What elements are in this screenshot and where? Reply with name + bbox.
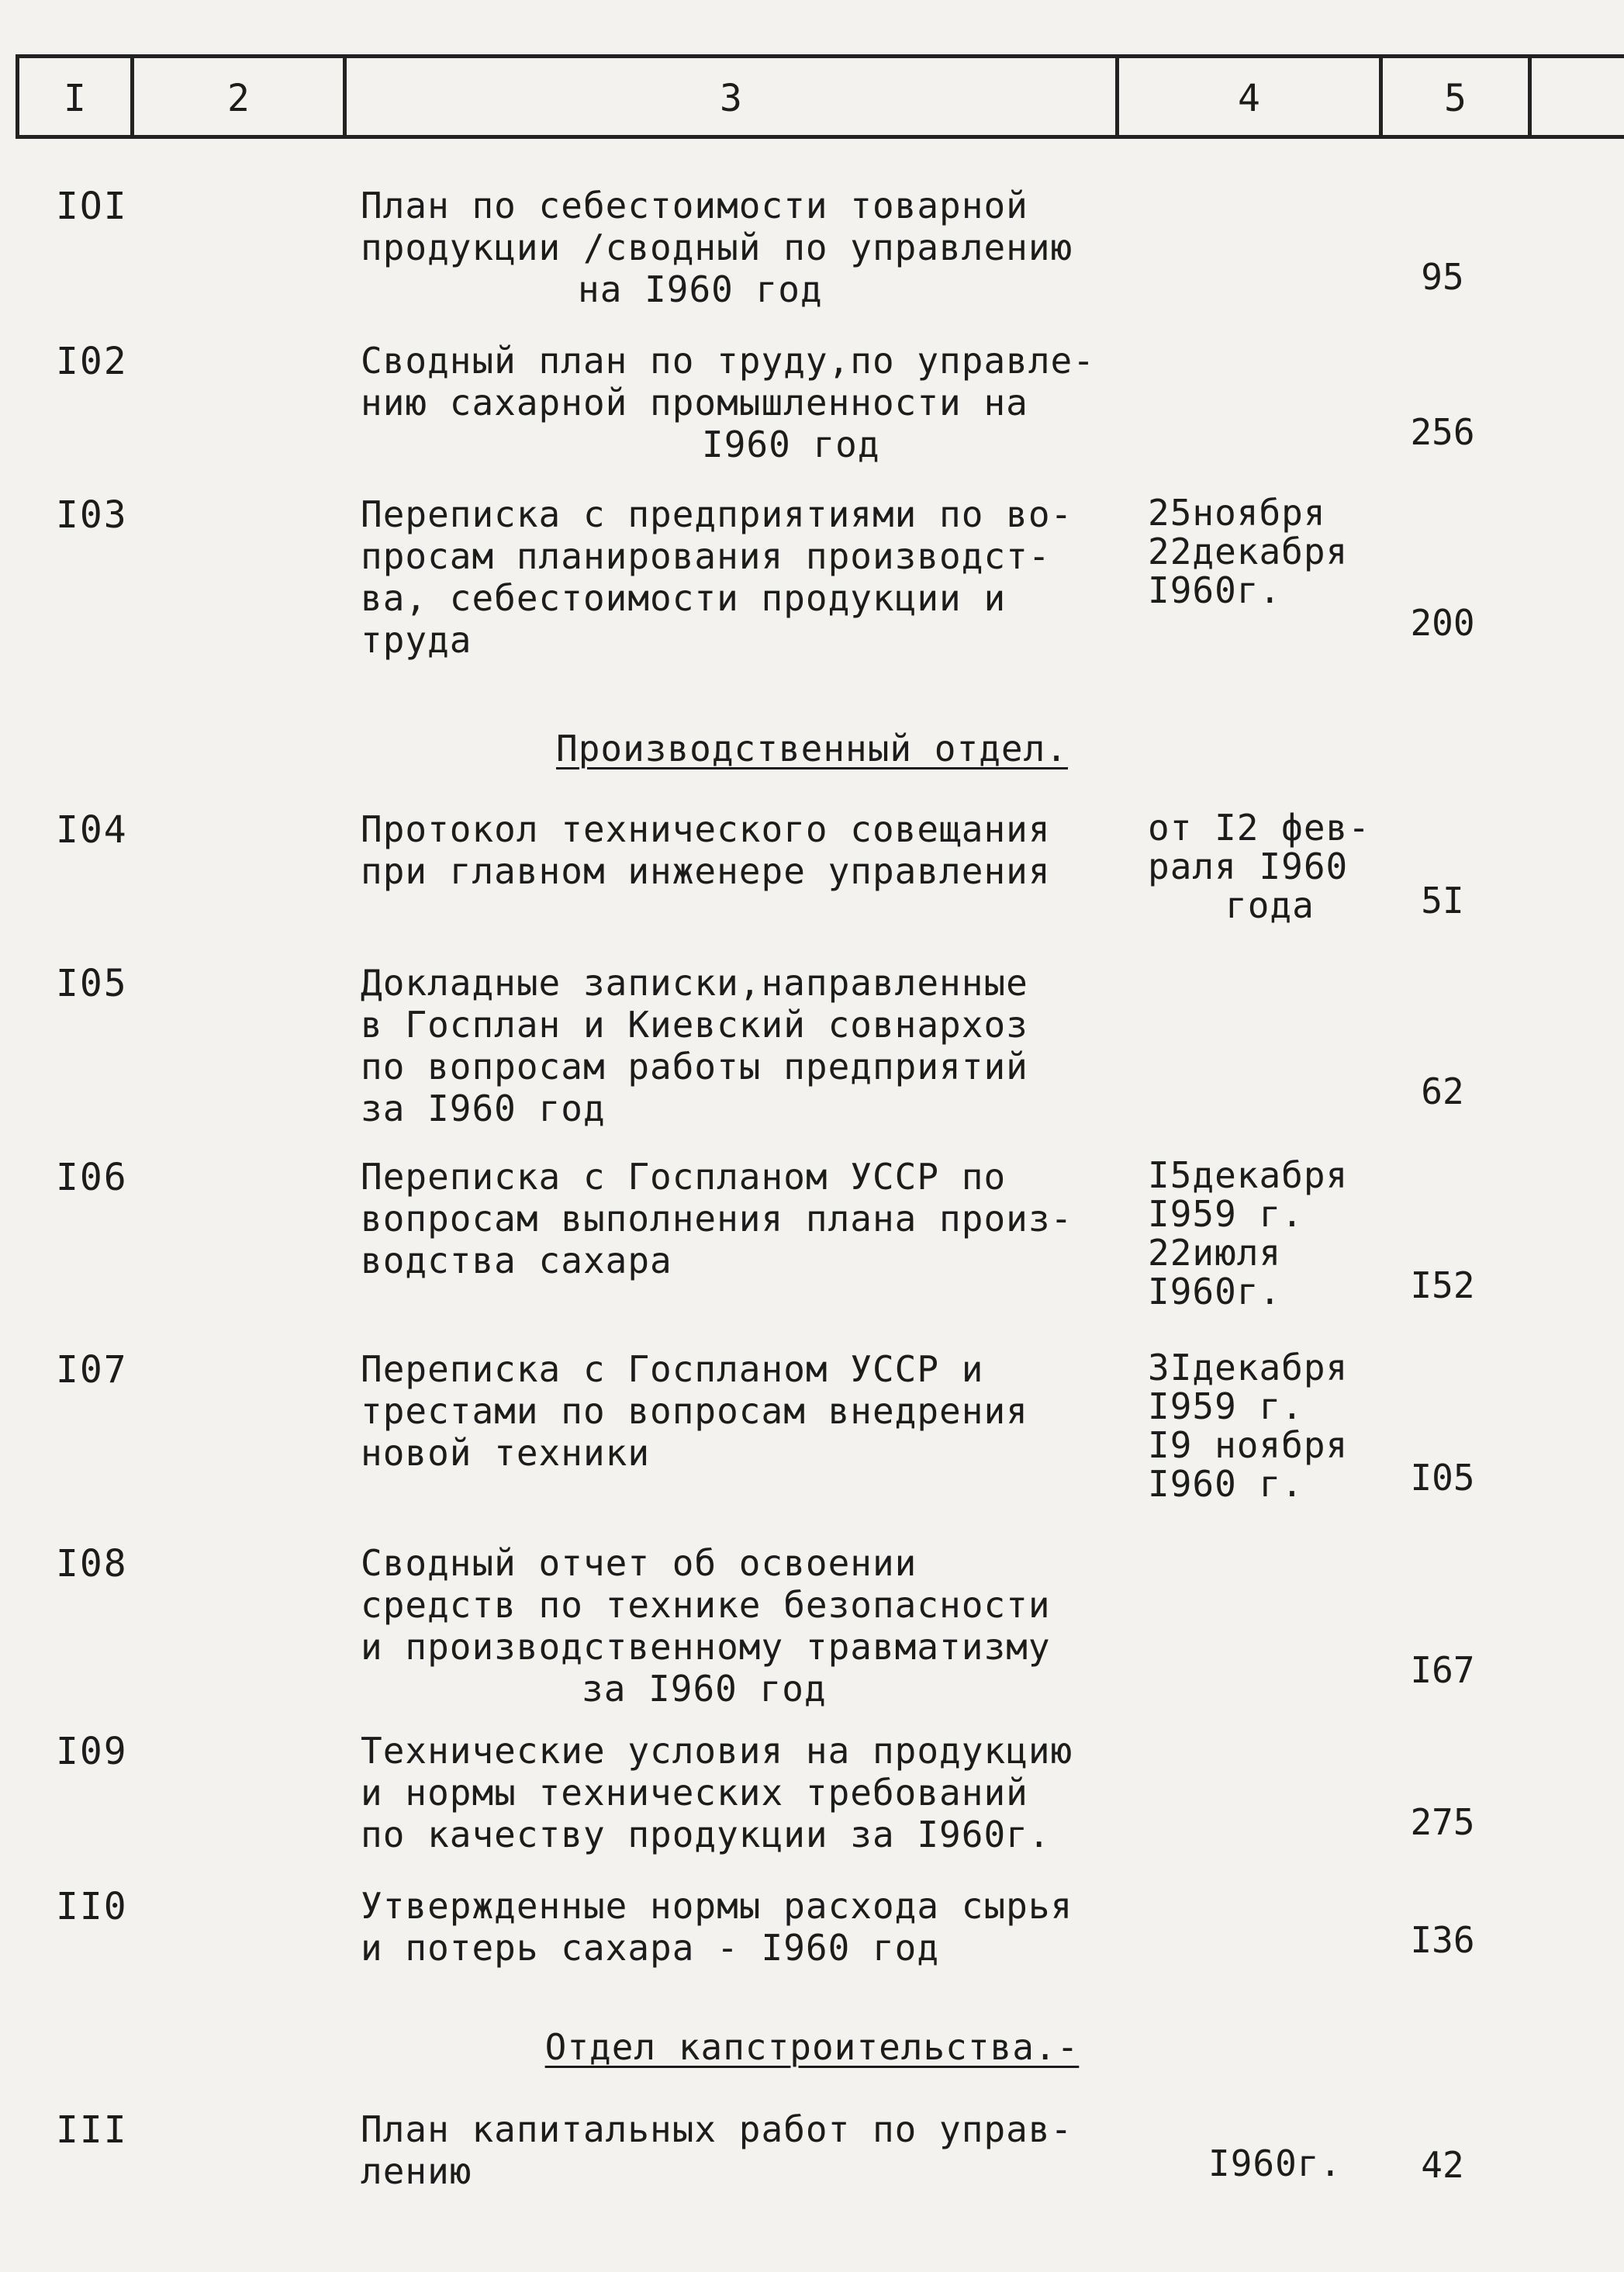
item-dates	[1148, 808, 1404, 925]
sheet-count: 42	[1421, 2144, 1464, 2186]
item-title	[361, 493, 1152, 661]
title-line: в Госплан и Киевский совнархоз	[361, 1004, 1028, 1046]
date-line: года	[1225, 884, 1315, 926]
title-line: средств по технике безопасности	[361, 1584, 1051, 1626]
item-number: II0	[56, 1885, 128, 1928]
item-title	[361, 185, 1152, 310]
header-col-4: 4	[1238, 77, 1260, 120]
sheet-count: 256	[1410, 411, 1475, 453]
title-line: продукции /сводный по управлению	[361, 227, 1073, 268]
title-line: I960 год	[702, 424, 880, 465]
title-line: новой техники	[361, 1432, 651, 1474]
title-line: Переписка с Госпланом УССР и	[361, 1348, 984, 1390]
title-line: ва, себестоимости продукции и	[361, 577, 1007, 619]
title-line: Переписка с предприятиями по во-	[361, 493, 1073, 535]
header-col-3: 3	[720, 77, 742, 120]
title-line: нию сахарной промышленности на	[361, 382, 1028, 424]
title-line: водства сахара	[361, 1240, 672, 1281]
title-line: по качеству продукции за I960г.	[361, 1814, 1051, 1855]
sheet-count: I67	[1410, 1649, 1475, 1691]
title-line: и производственному травматизму	[361, 1626, 1051, 1668]
title-line: Докладные записки,направленные	[361, 962, 1028, 1004]
item-number: I02	[56, 340, 128, 383]
section-heading	[0, 728, 1624, 769]
date-line: I960 г.	[1148, 1463, 1304, 1505]
title-line: Сводный отчет об освоении	[361, 1542, 917, 1584]
title-line: и потерь сахара - I960 год	[361, 1927, 940, 1969]
item-title	[361, 1542, 1152, 1710]
item-number: III	[56, 2108, 128, 2152]
sheet-count: 62	[1421, 1070, 1464, 1112]
title-line: Утвержденные нормы расхода сырья	[361, 1885, 1073, 1927]
date-line: 22декабря	[1148, 531, 1349, 572]
date-line: I5декабря	[1148, 1154, 1349, 1196]
sheet-count: I05	[1410, 1457, 1475, 1499]
title-line: План капитальных работ по управ-	[361, 2108, 1073, 2150]
sheet-count: I52	[1410, 1264, 1475, 1306]
section-heading	[0, 2026, 1624, 2068]
item-dates	[1148, 1156, 1404, 1311]
item-number: I09	[56, 1730, 128, 1773]
sheet-count: I36	[1410, 1919, 1475, 1961]
date-line: раля I960	[1148, 846, 1349, 887]
item-title	[361, 1348, 1152, 1474]
header-separator	[1528, 54, 1532, 139]
title-line: просам планирования производст-	[361, 535, 1051, 577]
title-line: Сводный план по труду,по управле-	[361, 340, 1095, 382]
title-line: на I960 год	[578, 268, 823, 310]
date-line: от I2 фев-	[1148, 807, 1370, 849]
date-line: I9 ноября	[1148, 1424, 1349, 1466]
item-title	[361, 962, 1152, 1129]
date-line: I960г.	[1148, 569, 1282, 611]
table-header	[16, 54, 1624, 138]
title-line: по вопросам работы предприятий	[361, 1046, 1028, 1088]
title-line: за I960 год	[361, 1088, 606, 1129]
sheet-count: 5I	[1421, 880, 1464, 922]
date-line: I959 г.	[1148, 1193, 1304, 1235]
header-col-1: I	[64, 77, 86, 120]
title-line: вопросам выполнения плана произ-	[361, 1198, 1073, 1240]
title-line: лению	[361, 2150, 472, 2192]
sheet-count: 200	[1410, 602, 1475, 644]
date-line: I960г.	[1148, 1271, 1282, 1312]
section-heading-text: Производственный отдел.	[556, 728, 1068, 769]
sheet-count: 95	[1421, 256, 1464, 298]
section-heading-text: Отдел капстроительства.-	[544, 2026, 1080, 2068]
item-number: I05	[56, 962, 128, 1005]
title-line: Технические условия на продукцию	[361, 1730, 1073, 1772]
title-line: труда	[361, 619, 472, 661]
date-line: 3Iдекабря	[1148, 1347, 1349, 1388]
item-number: I08	[56, 1542, 128, 1586]
date-line: I960г.	[1208, 2142, 1342, 2184]
header-col-5: 5	[1444, 77, 1467, 120]
title-line: Переписка с Госпланом УССР по	[361, 1156, 1007, 1198]
item-number: I06	[56, 1156, 128, 1199]
sheet-count: 275	[1410, 1801, 1475, 1843]
date-line: 25ноября	[1148, 492, 1326, 534]
date-line: 22июля	[1148, 1232, 1282, 1274]
title-line: и нормы технических требований	[361, 1772, 1028, 1814]
date-line: I959 г.	[1148, 1385, 1304, 1427]
item-number: I04	[56, 808, 128, 852]
item-title	[361, 2108, 1152, 2192]
item-number: I07	[56, 1348, 128, 1392]
item-title	[361, 1885, 1152, 1969]
title-line: при главном инженере управления	[361, 850, 1051, 892]
item-dates	[1148, 1348, 1404, 1503]
item-number: IOI	[56, 185, 128, 228]
title-line: трестами по вопросам внедрения	[361, 1390, 1028, 1432]
item-title	[361, 340, 1152, 465]
title-line: за I960 год	[582, 1668, 827, 1710]
item-title	[361, 1730, 1152, 1855]
item-title	[361, 1156, 1152, 1281]
item-title	[361, 808, 1152, 892]
title-line: План по себестоимости товарной	[361, 185, 1028, 227]
title-line: Протокол технического совещания	[361, 808, 1051, 850]
item-number: I03	[56, 493, 128, 537]
item-dates	[1148, 493, 1404, 610]
header-col-2: 2	[227, 77, 250, 120]
